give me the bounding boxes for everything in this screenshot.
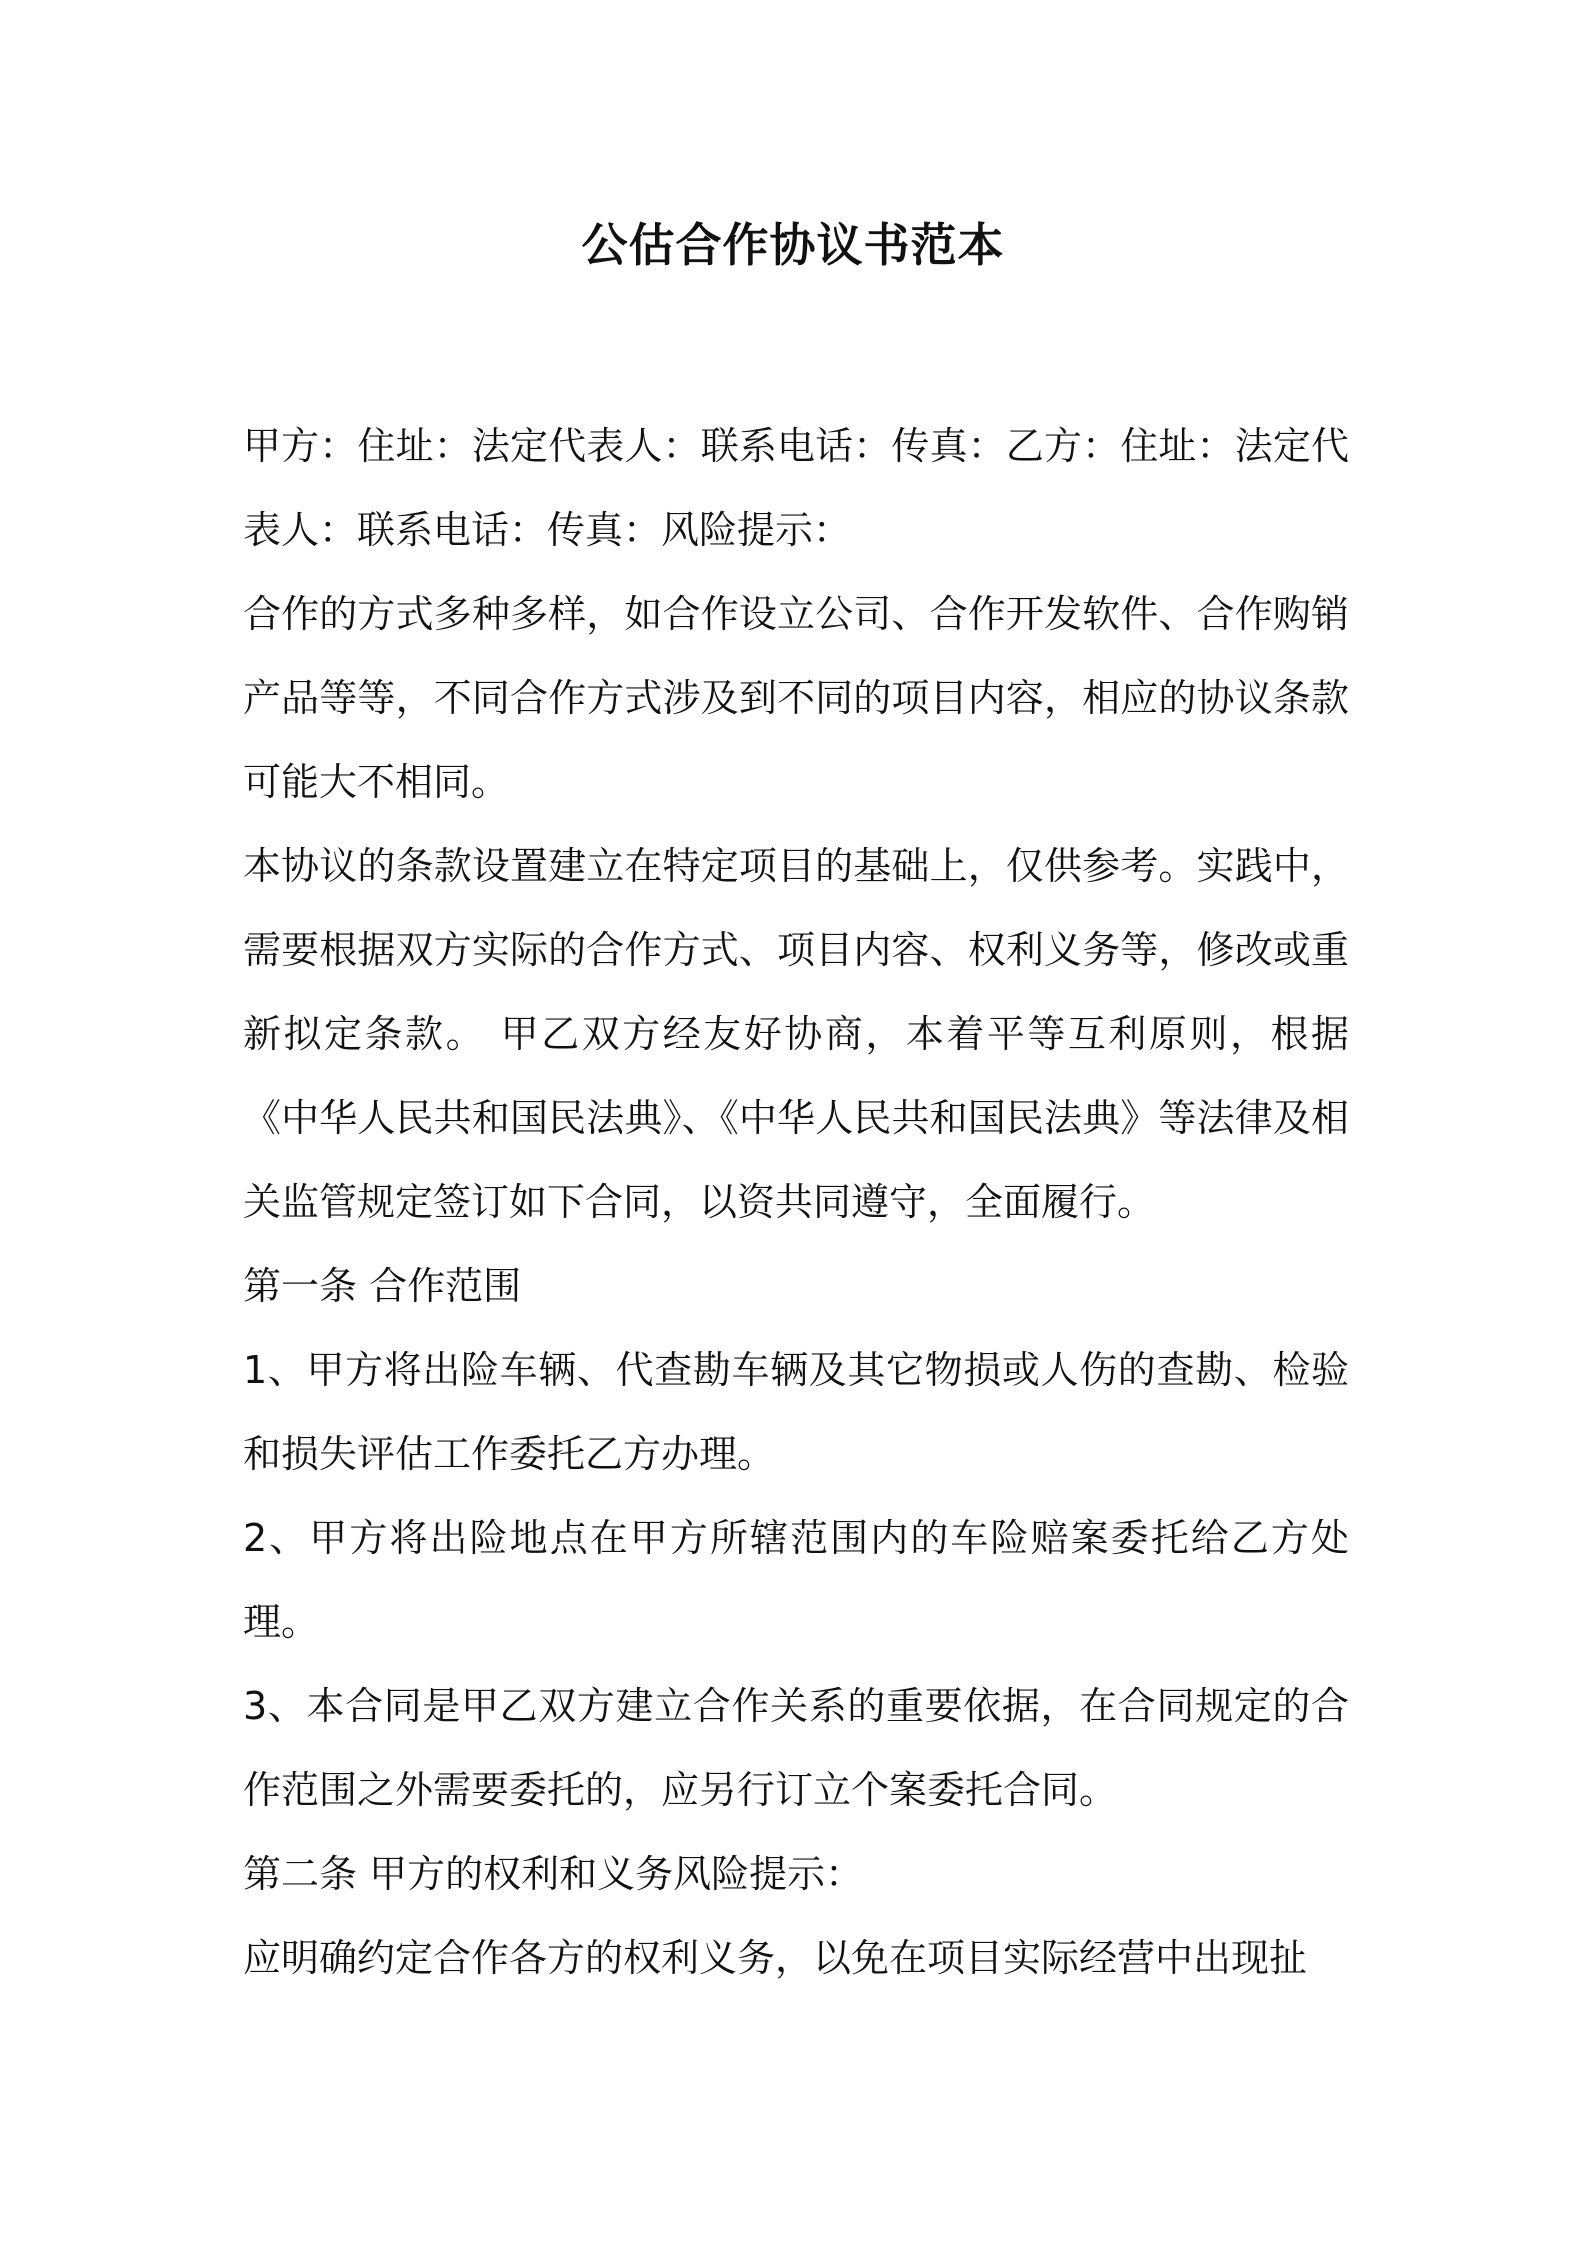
clause-1-1: 1、甲方将出险车辆、代查勘车辆及其它物损或人伤的查勘、检验和损失评估工作委托乙方办理。 (243, 1348, 1349, 1476)
clause-1-3: 3、本合同是甲乙双方建立合作关系的重要依据，在合同规定的合作范围之外需要委托的，应另行订立个案委托合同。 (243, 1684, 1349, 1812)
paragraph-risk-note: 合作的方式多种多样，如合作设立公司、合作开发软件、合作购销产品等等，不同合作方式涉及到不同的项目内容，相应的协议条款可能大不相同。 (243, 592, 1349, 804)
clause-1-2: 2、甲方将出险地点在甲方所辖范围内的车险赔案委托给乙方处理。 (243, 1516, 1349, 1644)
document-body (243, 404, 1349, 2000)
paragraph-parties: 甲方：住址：法定代表人：联系电话：传真：乙方：住址：法定代表人：联系电话：传真：风险提示： (243, 424, 1349, 552)
article-heading-2: 第二条 甲方的权利和义务风险提示： (243, 1852, 864, 1896)
paragraph-preamble: 本协议的条款设置建立在特定项目的基础上，仅供参考。实践中，需要根据双方实际的合作方式、项目内容、权利义务等，修改或重新拟定条款。 甲乙双方经友好协商，本着平等互利原则，根据《中华人民共和国民法典》、《中华人民共和国民法典》等法律及相关监管规定签订如下合同，以资共同遵守，全面履行。 (243, 844, 1349, 1224)
paragraph-rights-note: 应明确约定合作各方的权利义务，以免在项目实际经营中出现扯 (243, 1936, 1308, 1980)
document-title: 公估合作协议书范本 (581, 218, 1005, 272)
article-heading-1: 第一条 合作范围 (243, 1264, 522, 1308)
